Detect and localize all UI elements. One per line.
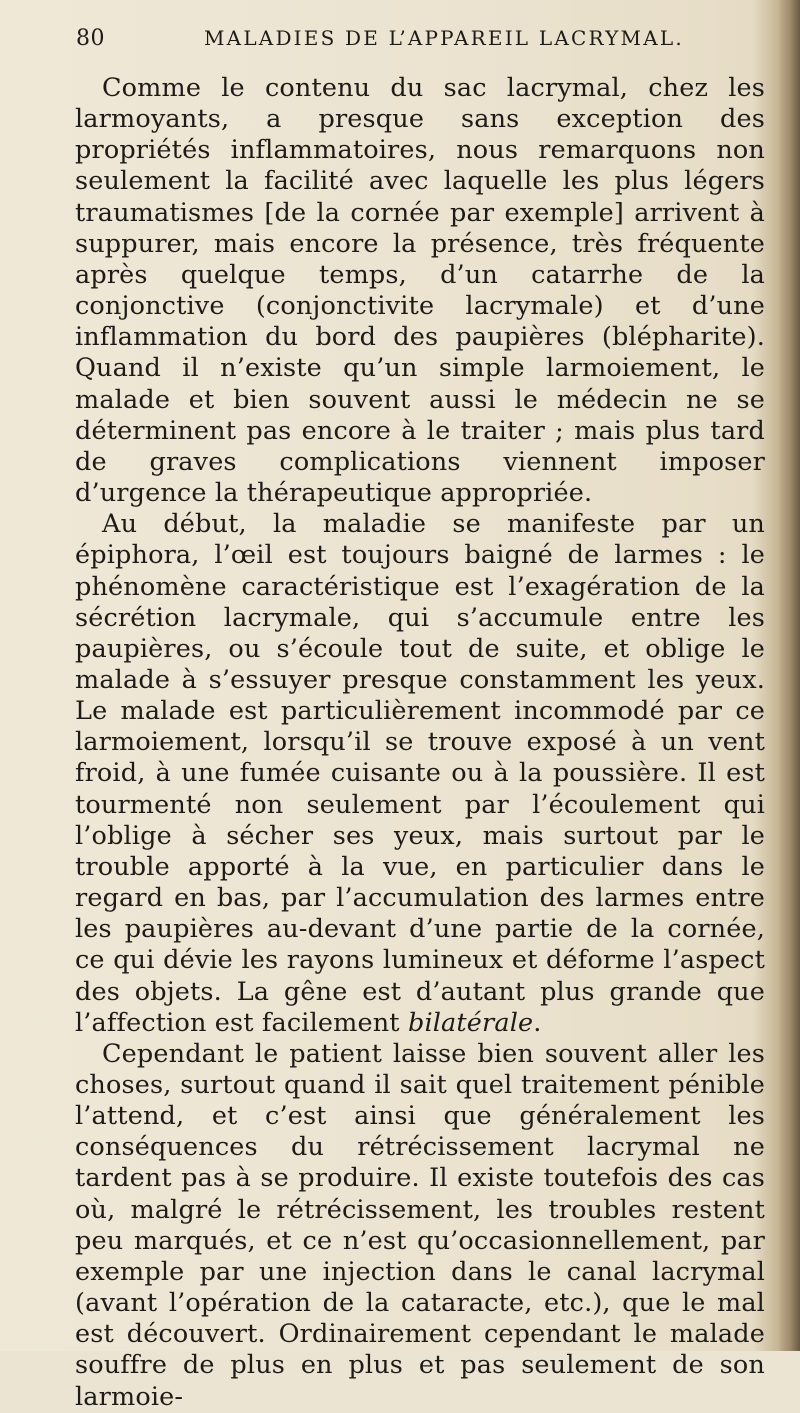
page-edge-shadow (778, 0, 800, 1351)
paragraph-2-text: Au début, la maladie se manifeste par un épiphora, l’œil est toujours baigné de larmes : le phénomène caractéristique est l’exagération de la sécrétion lacrymale, qui s’accumule entre les paupières, ou s’écoule tout de suite, et oblige le malade à s’essuyer presque constamment les yeux. Le malade est particulièrement incommodé par ce larmoiement, lorsqu’il se trouve exposé à un vent froid, à une fumée cuisante ou à la poussière. Il est tourmenté non seulement par l’écoulement qui l’oblige à sécher ses yeux, mais surtout par le trouble apporté à la vue, en particulier dans le regard en bas, par l’accumulation des larmes entre les paupières au-devant d’une partie de la cornée, ce qui dévie les rayons lumineux et déforme l’aspect des objets. La gêne est d’autant plus grande que l’affection est facilement (75, 509, 765, 1038)
paragraph-1-text: Comme le contenu du sac lacrymal, chez les larmoyants, a presque sans exception des propriétés inflammatoires, nous remarquons non seulement la facilité avec laquelle les plus légers traumatismes [de la cornée par exemple] arrivent à suppurer, mais encore la présence, très fréquente après quelque temps, d’un catarrhe de la conjonctive (conjonctivite lacrymale) et d’une inflammation du bord des paupières (blépharite). Quand il n’existe qu’un simple larmoiement, le malade et bien souvent aussi le médecin ne se déterminent pas encore à le traiter ; mais plus tard de graves complications viennent imposer d’urgence la thérapeutique appropriée. (75, 73, 765, 509)
page-number: 80 (76, 26, 105, 51)
page-header (76, 26, 766, 60)
paragraph-1 (75, 73, 765, 509)
running-head: MALADIES DE L’APPAREIL LACRYMAL. (204, 26, 684, 50)
paragraph-2 (75, 509, 765, 1039)
body-text (75, 73, 765, 1413)
paragraph-2-emphasis: bilatérale (407, 1007, 534, 1038)
paragraph-3 (75, 1039, 765, 1413)
paragraph-3-text: Cependant le patient laisse bien souvent aller les choses, surtout quand il sait quel traitement pénible l’attend, et c’est ainsi que généralement les conséquences du rétrécissement lacrymal ne tardent pas à se produire. Il existe toutefois des cas où, malgré le rétrécissement, les troubles restent peu marqués, et ce n’est qu’occasionnellement, par exemple par une injection dans le canal lacrymal (avant l’opération de la cataracte, etc.), que le mal est découvert. Ordinairement cependant le malade souffre de plus en plus et pas seulement de son larmoie- (75, 1038, 765, 1412)
paragraph-2-tail: . (533, 1007, 542, 1038)
